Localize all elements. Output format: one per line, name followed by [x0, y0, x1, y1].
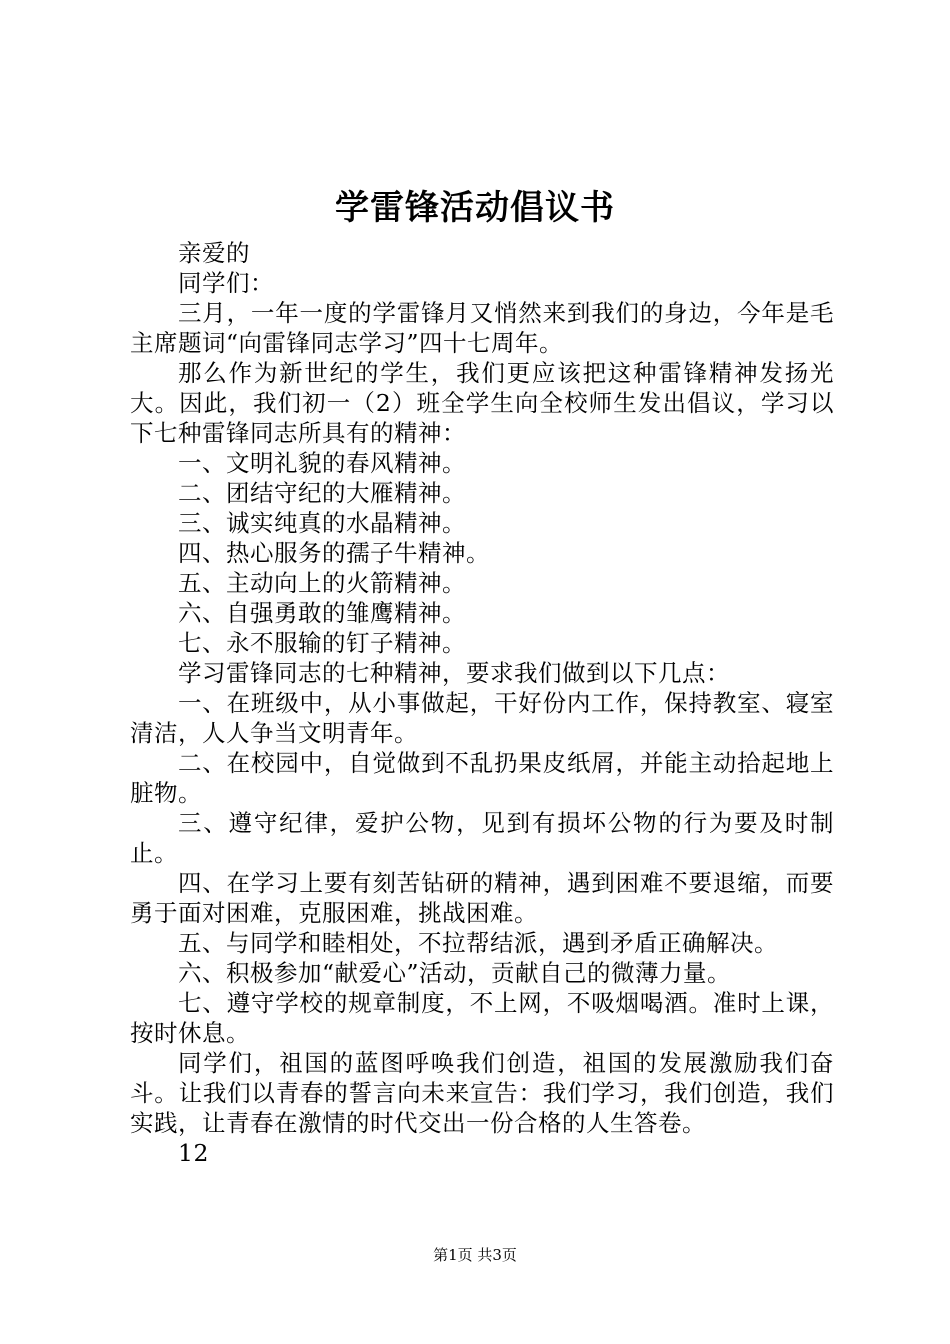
spirit-item-3: 三、诚实纯真的水晶精神。	[178, 509, 466, 537]
spirit-item-2: 二、团结守纪的大雁精神。	[178, 479, 466, 507]
spirit-item-4: 四、热心服务的孺子牛精神。	[178, 539, 490, 567]
requirement-item-5: 五、与同学和睦相处，不拉帮结派，遇到矛盾正确解决。	[178, 929, 778, 957]
greeting-line-1: 亲爱的	[178, 239, 250, 267]
document-body	[130, 238, 834, 1168]
closing-paragraph: 同学们，祖国的蓝图呼唤我们创造，祖国的发展激励我们奋斗。让我们以青春的誓言向未来宣告：我们学习，我们创造，我们实践，让青春在激情的时代交出一份合格的人生答卷。	[130, 1049, 834, 1137]
requirement-item-2: 二、在校园中，自觉做到不乱扔果皮纸屑，并能主动拾起地上脏物。	[130, 749, 834, 807]
spirit-item-7: 七、永不服输的钉子精神。	[178, 629, 466, 657]
requirement-item-7: 七、遵守学校的规章制度，不上网，不吸烟喝酒。准时上课，按时休息。	[130, 989, 834, 1047]
page-footer: 第1页 共3页	[433, 1246, 517, 1264]
greeting-line-2: 同学们：	[178, 269, 274, 297]
requirements-intro: 学习雷锋同志的七种精神，要求我们做到以下几点：	[178, 659, 730, 687]
intro-paragraph: 三月，一年一度的学雷锋月又悄然来到我们的身边，今年是毛主席题词“向雷锋同志学习”四十七周年。	[130, 299, 834, 357]
requirement-item-1: 一、在班级中，从小事做起，干好份内工作，保持教室、寝室清洁，人人争当文明青年。	[130, 689, 834, 747]
spirit-item-5: 五、主动向上的火箭精神。	[178, 569, 466, 597]
spirit-item-6: 六、自强勇敢的雏鹰精神。	[178, 599, 466, 627]
requirement-item-4: 四、在学习上要有刻苦钻研的精神，遇到困难不要退缩，而要勇于面对困难，克服困难，挑战困难。	[130, 869, 834, 927]
document-title: 学雷锋活动倡议书	[335, 188, 615, 228]
trailing-number: 12	[178, 1139, 209, 1167]
requirement-item-6: 六、积极参加“献爱心”活动，贡献自己的微薄力量。	[178, 959, 732, 987]
requirement-item-3: 三、遵守纪律，爱护公物，见到有损坏公物的行为要及时制止。	[130, 809, 834, 867]
spirit-item-1: 一、文明礼貌的春风精神。	[178, 449, 466, 477]
initiative-paragraph: 那么作为新世纪的学生，我们更应该把这种雷锋精神发扬光大。因此，我们初一（2）班全学生向全校师生发出倡议，学习以下七种雷锋同志所具有的精神：	[130, 359, 834, 447]
